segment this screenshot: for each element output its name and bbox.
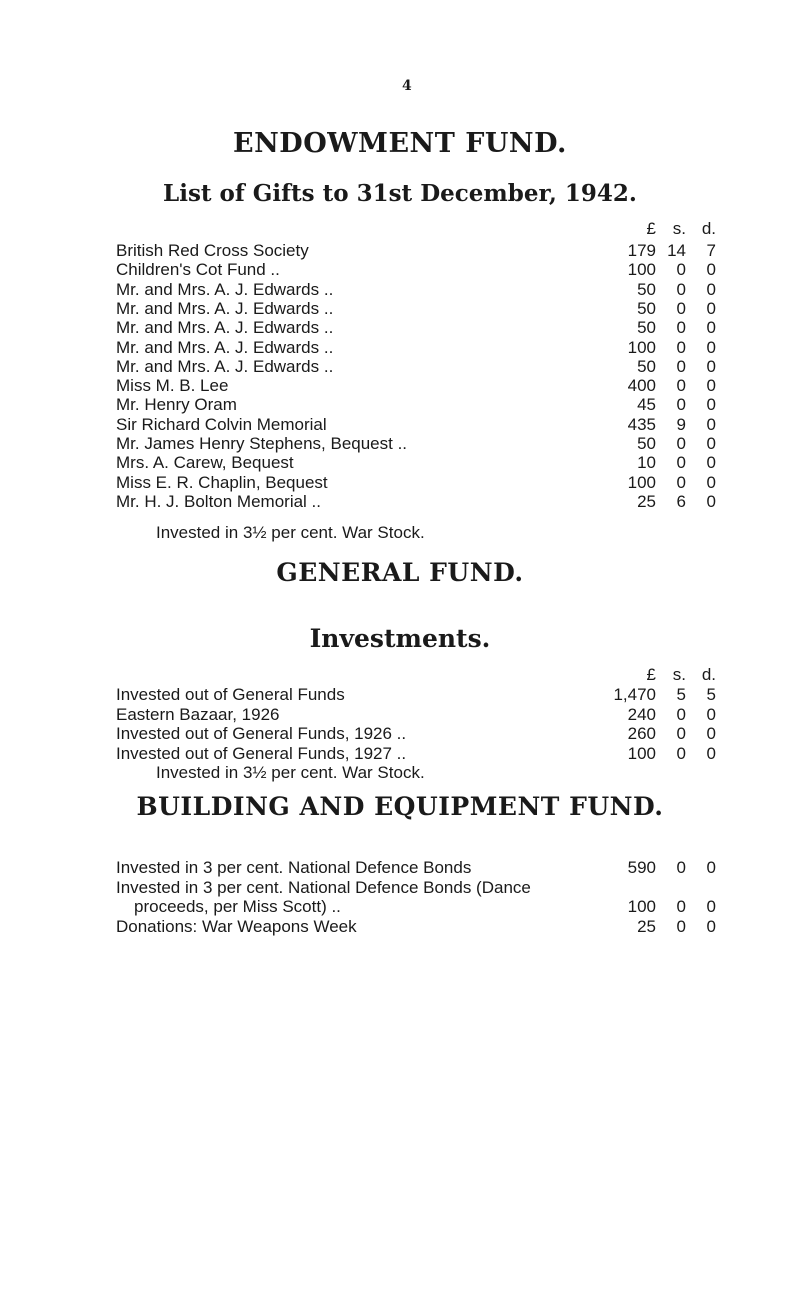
row-label: Mr. Henry Oram — [116, 395, 237, 415]
row-label: Invested in 3 per cent. National Defence Bonds (Dance — [116, 877, 531, 897]
row-label: Mr. H. J. Bolton Memorial .. — [116, 491, 321, 511]
amount-pounds: 100 — [627, 743, 656, 763]
amount-pence: 0 — [706, 743, 716, 763]
amount-pence: 0 — [706, 858, 716, 877]
amount-pence: 0 — [706, 414, 716, 434]
row-label: Mr. and Mrs. A. J. Edwards .. — [116, 318, 334, 338]
row-label: Miss M. B. Lee — [116, 376, 229, 396]
amount-pence: 0 — [706, 395, 716, 415]
col-pounds: £ — [646, 665, 656, 684]
amount-pounds: 25 — [637, 491, 656, 511]
row-label: Mr. and Mrs. A. J. Edwards .. — [116, 279, 334, 299]
amount-pounds: 100 — [627, 897, 656, 916]
row-label: Invested in 3 per cent. National Defence Bonds — [116, 858, 472, 877]
amount-pounds: 179 — [627, 241, 656, 260]
row-label: Mr. and Mrs. A. J. Edwards .. — [116, 356, 334, 376]
amount-pounds: 50 — [637, 434, 656, 453]
amount-pounds: 50 — [637, 356, 656, 376]
amount-pence: 0 — [706, 434, 716, 453]
endowment-fund-title: ENDOWMENT FUND. — [233, 128, 567, 159]
row-label: Mr. James Henry Stephens, Bequest .. — [116, 434, 408, 453]
amount-pounds: 50 — [637, 279, 656, 299]
amount-shillings: 0 — [676, 356, 686, 376]
row-label: Invested out of General Funds, 1927 .. — [116, 743, 407, 763]
amount-pounds: 240 — [627, 704, 656, 724]
amount-shillings: 0 — [676, 318, 686, 338]
amount-pence: 0 — [706, 472, 716, 492]
amount-pence: 0 — [706, 491, 716, 511]
amount-shillings: 9 — [676, 414, 686, 434]
amount-pence: 0 — [706, 897, 716, 916]
amount-pounds: 100 — [627, 260, 656, 280]
amount-shillings: 0 — [676, 704, 686, 724]
investments-subtitle: Investments. — [309, 624, 491, 653]
amount-shillings: 0 — [676, 434, 686, 453]
amount-pounds: 435 — [627, 414, 656, 434]
col-shillings: s. — [672, 219, 686, 238]
amount-shillings: 0 — [676, 376, 686, 396]
amount-pounds: 590 — [627, 858, 656, 877]
endowment-list-subtitle: List of Gifts to 31st December, 1942. — [163, 180, 637, 207]
amount-shillings: 0 — [676, 724, 686, 743]
amount-pence: 5 — [706, 685, 716, 704]
amount-shillings: 0 — [676, 260, 686, 280]
general-fund-title: GENERAL FUND. — [276, 558, 524, 587]
amount-pence: 0 — [706, 356, 716, 376]
amount-pence: 0 — [706, 916, 716, 936]
amount-pence: 0 — [706, 337, 716, 357]
col-pence: d. — [701, 665, 716, 684]
general-column-headers — [116, 664, 716, 686]
amount-pounds: 10 — [637, 453, 656, 473]
row-label: Miss E. R. Chaplin, Bequest — [116, 472, 328, 492]
amount-shillings: 6 — [676, 491, 686, 511]
amount-shillings: 0 — [676, 743, 686, 763]
amount-pence: 0 — [706, 318, 716, 338]
amount-pounds: 100 — [627, 337, 656, 357]
amount-pounds: 50 — [637, 298, 656, 318]
row-label: Sir Richard Colvin Memorial — [116, 414, 327, 434]
amount-pence: 0 — [706, 453, 716, 473]
amount-shillings: 0 — [676, 298, 686, 318]
col-pounds: £ — [646, 219, 656, 238]
amount-pence: 0 — [706, 260, 716, 280]
endowment-note: Invested in 3½ per cent. War Stock. — [156, 523, 425, 542]
page-number: 4 — [402, 78, 412, 94]
general-note: Invested in 3½ per cent. War Stock. — [156, 763, 425, 782]
endowment-column-headers — [116, 218, 716, 240]
amount-shillings: 0 — [676, 472, 686, 492]
amount-shillings: 14 — [667, 241, 686, 260]
col-pence: d. — [701, 219, 716, 238]
amount-pence: 0 — [706, 279, 716, 299]
amount-shillings: 0 — [676, 279, 686, 299]
row-label: Donations: War Weapons Week — [116, 916, 357, 936]
row-label: Mr. and Mrs. A. J. Edwards .. — [116, 337, 334, 357]
amount-shillings: 0 — [676, 337, 686, 357]
row-label: Eastern Bazaar, 1926 — [116, 704, 280, 724]
endowment-row — [116, 491, 716, 513]
amount-pence: 0 — [706, 376, 716, 396]
amount-pence: 7 — [706, 241, 716, 260]
amount-shillings: 0 — [676, 453, 686, 473]
building-row — [116, 916, 716, 938]
amount-pounds: 260 — [627, 724, 656, 743]
row-label: British Red Cross Society — [116, 241, 309, 260]
row-label: Invested out of General Funds, 1926 .. — [116, 724, 407, 743]
row-label: proceeds, per Miss Scott) .. — [134, 897, 341, 916]
amount-pounds: 1,470 — [613, 685, 656, 704]
col-shillings: s. — [672, 665, 686, 684]
amount-pence: 0 — [706, 298, 716, 318]
row-label: Invested out of General Funds — [116, 685, 345, 704]
amount-pence: 0 — [706, 724, 716, 743]
amount-shillings: 0 — [676, 897, 686, 916]
row-label: Mr. and Mrs. A. J. Edwards .. — [116, 298, 334, 318]
amount-pounds: 400 — [627, 376, 656, 396]
amount-pounds: 100 — [627, 472, 656, 492]
row-label: Mrs. A. Carew, Bequest — [116, 453, 294, 473]
amount-pence: 0 — [706, 704, 716, 724]
amount-shillings: 0 — [676, 858, 686, 877]
building-fund-title: BUILDING AND EQUIPMENT FUND. — [136, 792, 664, 821]
amount-pounds: 50 — [637, 318, 656, 338]
row-label: Children's Cot Fund .. — [116, 260, 280, 280]
amount-pounds: 45 — [637, 395, 656, 415]
amount-shillings: 0 — [676, 916, 686, 936]
amount-pounds: 25 — [637, 916, 656, 936]
amount-shillings: 5 — [676, 685, 686, 704]
amount-shillings: 0 — [676, 395, 686, 415]
